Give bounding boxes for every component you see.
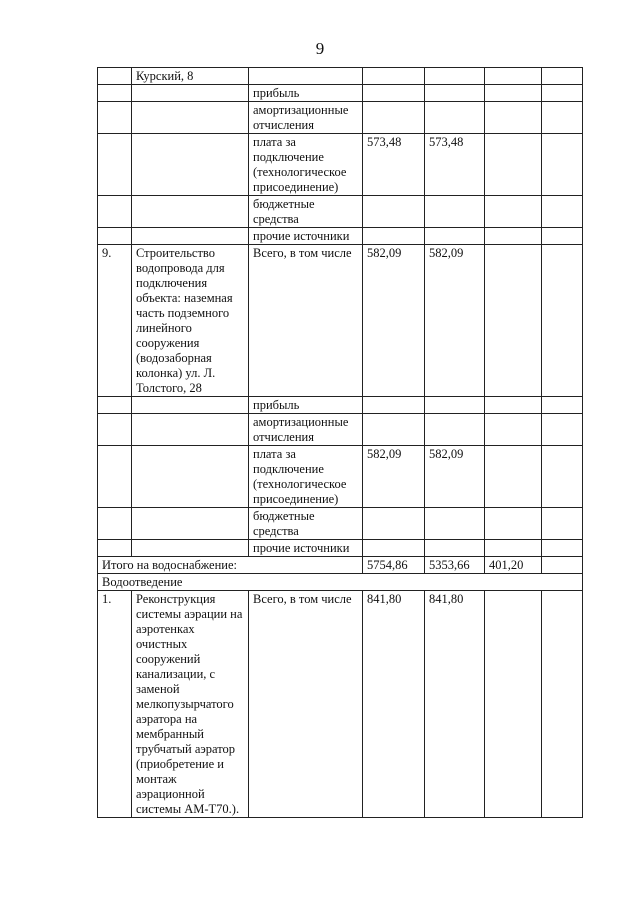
item-name (132, 196, 249, 228)
item-name (132, 134, 249, 196)
table-row (98, 414, 583, 446)
value-total (363, 397, 425, 414)
value-col-2 (425, 228, 485, 245)
item-number (98, 397, 132, 414)
item-number (98, 446, 132, 508)
value-col-2 (425, 85, 485, 102)
item-number (98, 134, 132, 196)
item-number (98, 85, 132, 102)
item-name (132, 397, 249, 414)
value-total (363, 85, 425, 102)
value-col-2 (425, 508, 485, 540)
section-title: Водоотведение (98, 574, 583, 591)
item-number: 9. (98, 245, 132, 397)
funding-source: плата за подключение (технологическое присоединение) (249, 446, 363, 508)
table-row (98, 508, 583, 540)
value-col-3 (485, 540, 542, 557)
item-number (98, 508, 132, 540)
value-col-4 (542, 196, 583, 228)
item-name (132, 540, 249, 557)
table-row (98, 102, 583, 134)
value-col-4 (542, 134, 583, 196)
item-number (98, 414, 132, 446)
funding-source: прочие источники (249, 540, 363, 557)
item-name (132, 85, 249, 102)
item-number (98, 540, 132, 557)
value-total (363, 68, 425, 85)
item-name (132, 228, 249, 245)
value-col-4 (542, 414, 583, 446)
value-col-3 (485, 508, 542, 540)
value-total (363, 540, 425, 557)
value-col-2 (425, 540, 485, 557)
table-row (98, 591, 583, 818)
total-label: Итого на водоснабжение: (98, 557, 363, 574)
total-row (98, 557, 583, 574)
value-col-4 (542, 68, 583, 85)
total-value-2: 5353,66 (425, 557, 485, 574)
value-col-2: 573,48 (425, 134, 485, 196)
funding-source: Всего, в том числе (249, 245, 363, 397)
funding-source (249, 68, 363, 85)
table-row (98, 85, 583, 102)
value-col-2 (425, 196, 485, 228)
value-col-3 (485, 446, 542, 508)
value-col-2: 582,09 (425, 245, 485, 397)
item-name (132, 508, 249, 540)
item-name: Курский, 8 (132, 68, 249, 85)
value-col-2 (425, 397, 485, 414)
table-row (98, 245, 583, 397)
value-col-4 (542, 245, 583, 397)
value-col-2 (425, 414, 485, 446)
table-row (98, 196, 583, 228)
funding-source: бюджетные средства (249, 196, 363, 228)
table-row (98, 397, 583, 414)
funding-source: амортизационные отчисления (249, 102, 363, 134)
value-col-3 (485, 85, 542, 102)
table-row (98, 68, 583, 85)
value-total (363, 196, 425, 228)
value-col-3 (485, 228, 542, 245)
page-number: 9 (315, 39, 325, 58)
value-col-3 (485, 245, 542, 397)
value-col-4 (542, 540, 583, 557)
table-row (98, 228, 583, 245)
value-total (363, 508, 425, 540)
total-value-3: 401,20 (485, 557, 542, 574)
table-row (98, 134, 583, 196)
value-total: 582,09 (363, 446, 425, 508)
funding-source: бюджетные средства (249, 508, 363, 540)
value-col-3 (485, 134, 542, 196)
value-col-3 (485, 414, 542, 446)
item-number (98, 196, 132, 228)
item-number (98, 228, 132, 245)
value-col-3 (485, 68, 542, 85)
value-total (363, 228, 425, 245)
funding-source: прочие источники (249, 228, 363, 245)
value-total: 582,09 (363, 245, 425, 397)
item-name (132, 414, 249, 446)
item-name (132, 102, 249, 134)
value-col-3 (485, 591, 542, 818)
value-total: 841,80 (363, 591, 425, 818)
item-name: Строительство водопровода для подключения объекта: наземная часть подземного линейного сооружения (водозаборная колонка) ул. Л. Толстого, 28 (132, 245, 249, 397)
value-col-2: 582,09 (425, 446, 485, 508)
value-col-2: 841,80 (425, 591, 485, 818)
funding-source: плата за подключение (технологическое присоединение) (249, 134, 363, 196)
funding-source: Всего, в том числе (249, 591, 363, 818)
section-header-row (98, 574, 583, 591)
value-col-3 (485, 397, 542, 414)
value-total (363, 414, 425, 446)
item-number (98, 102, 132, 134)
funding-source: прибыль (249, 397, 363, 414)
item-name (132, 446, 249, 508)
funding-source: амортизационные отчисления (249, 414, 363, 446)
table-row (98, 540, 583, 557)
value-col-3 (485, 102, 542, 134)
item-number (98, 68, 132, 85)
value-col-4 (542, 446, 583, 508)
item-name: Реконструкция системы аэрации на аэротенках очистных сооружений канализации, с заменой мелкопузырчатого аэратора на мембранный трубчатый аэратор (приобретение и монтаж аэрационной системы АМ-Т70.). (132, 591, 249, 818)
value-total: 573,48 (363, 134, 425, 196)
value-total (363, 102, 425, 134)
table-row (98, 446, 583, 508)
value-col-2 (425, 102, 485, 134)
funding-source: прибыль (249, 85, 363, 102)
value-col-4 (542, 508, 583, 540)
value-col-4 (542, 397, 583, 414)
item-number: 1. (98, 591, 132, 818)
value-col-4 (542, 228, 583, 245)
value-col-2 (425, 68, 485, 85)
investment-table (97, 67, 583, 818)
value-col-3 (485, 196, 542, 228)
total-value-1: 5754,86 (363, 557, 425, 574)
value-col-4 (542, 591, 583, 818)
value-col-4 (542, 85, 583, 102)
value-col-4 (542, 102, 583, 134)
total-value-4 (542, 557, 583, 574)
